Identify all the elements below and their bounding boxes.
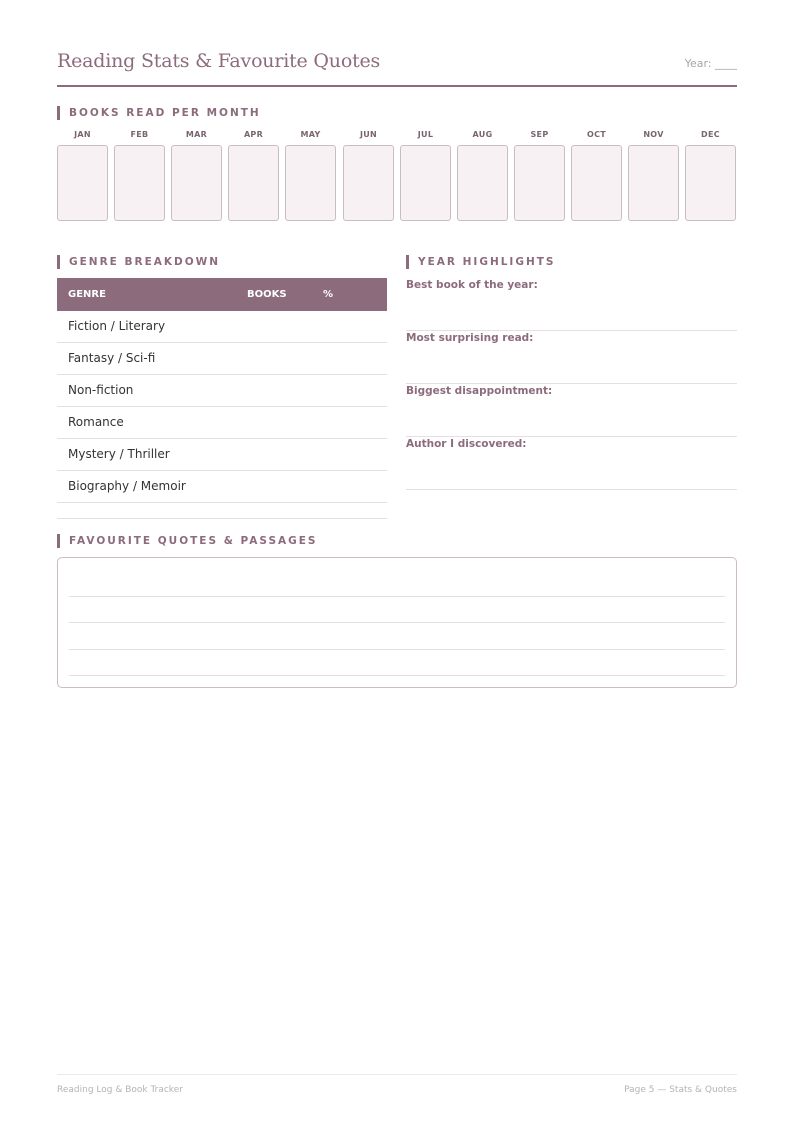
highlight-author-discovered[interactable] <box>406 437 737 490</box>
table-row-blank[interactable] <box>57 503 387 519</box>
quotes-box[interactable] <box>57 557 737 688</box>
month-box-aug[interactable] <box>457 145 508 221</box>
month-label: MAR <box>185 130 208 139</box>
month-label: NOV <box>643 130 664 139</box>
highlight-disappointment[interactable] <box>406 384 737 437</box>
month-nov <box>628 129 679 141</box>
highlight-best-book[interactable] <box>406 278 737 331</box>
month-jul <box>400 129 451 141</box>
table-row[interactable] <box>57 311 387 343</box>
genre-name: Non-fiction <box>68 383 134 397</box>
month-mar <box>171 129 222 141</box>
month-label: DEC <box>701 130 720 139</box>
month-oct <box>571 129 622 141</box>
footer-right: Page 5 — Stats & Quotes <box>624 1085 737 1095</box>
quote-line <box>69 596 725 597</box>
month-box-jan[interactable] <box>57 145 108 221</box>
year-field[interactable]: Year: ____ <box>684 57 737 70</box>
month-box-mar[interactable] <box>171 145 222 221</box>
month-label: SEP <box>530 130 549 139</box>
month-label: OCT <box>586 130 607 139</box>
page-footer <box>57 1074 737 1094</box>
month-box-apr[interactable] <box>228 145 279 221</box>
highlight-label: Biggest disappointment: <box>406 385 553 397</box>
quote-line <box>69 675 725 676</box>
highlight-label: Author I discovered: <box>406 438 527 450</box>
month-box-feb[interactable] <box>114 145 165 221</box>
month-apr <box>228 129 279 141</box>
month-label: AUG <box>472 130 493 139</box>
month-aug <box>457 129 508 141</box>
genre-name: Biography / Memoir <box>68 479 186 493</box>
month-jan <box>57 129 108 141</box>
page-title: Reading Stats & Favourite Quotes <box>57 50 381 72</box>
month-box-jul[interactable] <box>400 145 451 221</box>
year-highlights <box>406 278 737 490</box>
month-box-oct[interactable] <box>571 145 622 221</box>
month-label: JUN <box>359 130 378 139</box>
highlight-surprising-read[interactable] <box>406 331 737 384</box>
month-label: MAY <box>300 130 321 139</box>
month-label: FEB <box>130 130 149 139</box>
month-box-sep[interactable] <box>514 145 565 221</box>
month-box-dec[interactable] <box>685 145 736 221</box>
month-feb <box>114 129 165 141</box>
month-box-may[interactable] <box>285 145 336 221</box>
genre-table-header <box>57 278 387 311</box>
table-row[interactable] <box>57 439 387 471</box>
month-box-jun[interactable] <box>343 145 394 221</box>
month-box-nov[interactable] <box>628 145 679 221</box>
column-header-books: BOOKS <box>247 289 287 300</box>
highlight-label: Most surprising read: <box>406 332 534 344</box>
column-header-percent: % <box>323 289 334 300</box>
table-row[interactable] <box>57 407 387 439</box>
footer-left: Reading Log & Book Tracker <box>57 1085 183 1095</box>
month-label: JUL <box>417 130 434 139</box>
month-jun <box>343 129 394 141</box>
highlight-label: Best book of the year: <box>406 279 538 291</box>
genre-breakdown-heading: GENRE BREAKDOWN <box>57 255 220 269</box>
genre-name: Romance <box>68 415 124 429</box>
genre-table <box>57 278 387 519</box>
table-row[interactable] <box>57 343 387 375</box>
year-highlights-heading: YEAR HIGHLIGHTS <box>406 255 555 269</box>
table-row[interactable] <box>57 375 387 407</box>
genre-name: Fantasy / Sci-fi <box>68 351 156 365</box>
month-may <box>285 129 336 141</box>
page-header <box>57 50 737 87</box>
genre-name: Fiction / Literary <box>68 319 166 333</box>
column-header-genre: GENRE <box>68 289 106 300</box>
quotes-heading: FAVOURITE QUOTES & PASSAGES <box>57 534 318 548</box>
genre-name: Mystery / Thriller <box>68 447 170 461</box>
quote-line <box>69 622 725 623</box>
table-row[interactable] <box>57 471 387 503</box>
quote-line <box>69 649 725 650</box>
books-per-month-heading: BOOKS READ PER MONTH <box>57 106 261 120</box>
month-dec <box>685 129 736 141</box>
month-label: JAN <box>74 130 91 139</box>
month-sep <box>514 129 565 141</box>
month-label: APR <box>243 130 264 139</box>
